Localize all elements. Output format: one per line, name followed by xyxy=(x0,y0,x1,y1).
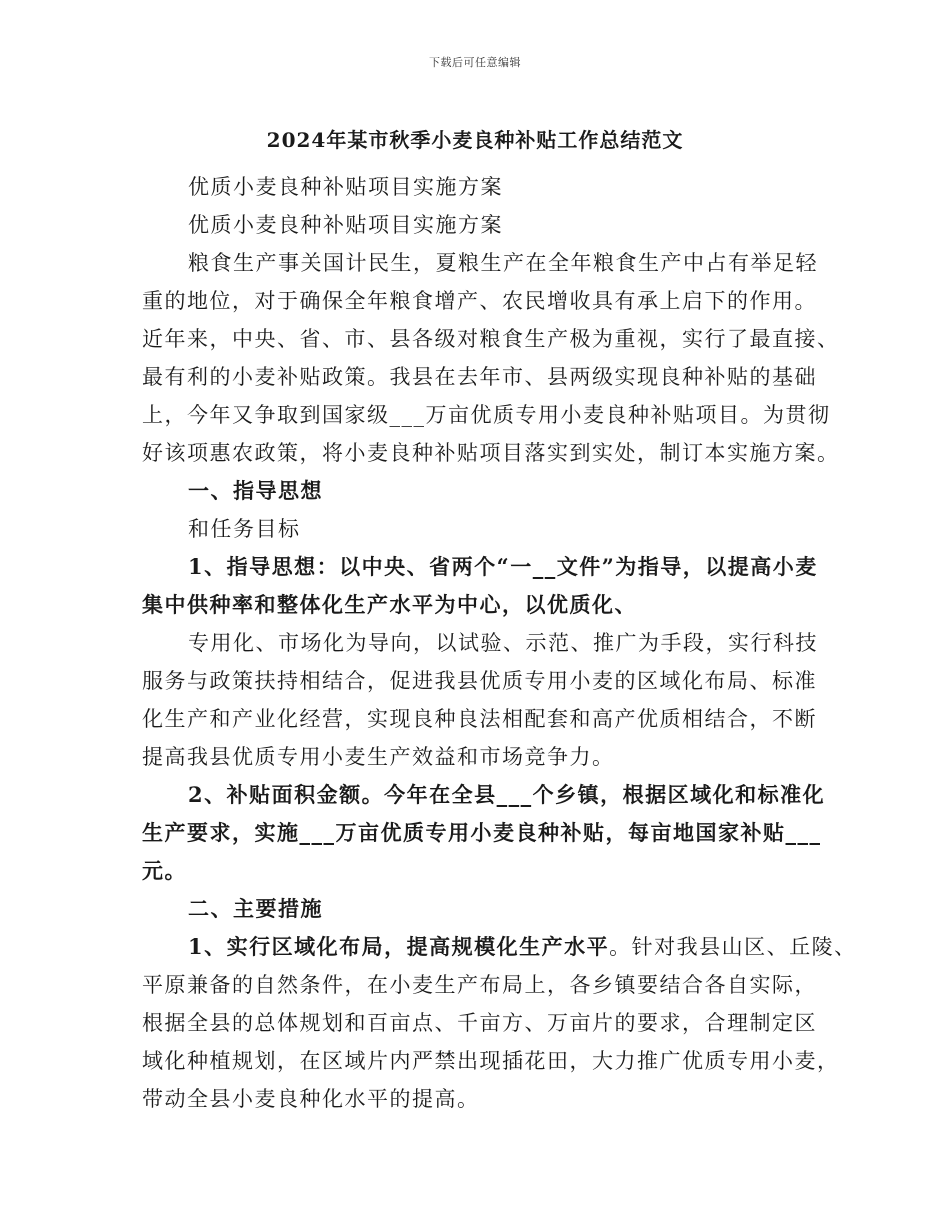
section-heading-guiding-ideology: 一、指导思想 xyxy=(188,478,323,503)
document-body xyxy=(142,168,857,1118)
measure-1-heading: 1、实行区域化布局，提高规模化生产水平 xyxy=(188,934,610,959)
measure-1-line xyxy=(142,928,857,966)
body-line: 最有利的小麦补贴政策。我县在去年市、县两级实现良种补贴的基础 xyxy=(142,365,817,389)
page-header-note: 下载后可任意编辑 xyxy=(429,56,521,69)
subheading-subsidy-amount-cont: 生产要求，实施___万亩优质专用小麦良种补贴，每亩地国家补贴___ xyxy=(142,820,822,845)
subheading-guiding-idea-cont: 集中供种率和整体化生产水平为中心，以优质化、 xyxy=(142,592,637,617)
body-line: 带动全县小麦良种化水平的提高。 xyxy=(142,1087,480,1111)
document-title: 2024年某市秋季小麦良种补贴工作总结范文 xyxy=(266,128,684,152)
body-line: 化生产和产业化经营，实现良种良法相配套和高产优质相结合，不断 xyxy=(142,707,817,731)
body-line: 平原兼备的自然条件，在小麦生产布局上，各乡镇要结合各自实际， xyxy=(142,973,817,997)
body-line: 域化种植规划，在区域片内严禁出现插花田，大力推广优质专用小麦， xyxy=(142,1049,840,1073)
subheading-subsidy-amount-end: 元。 xyxy=(142,858,187,883)
body-line: 提高我县优质专用小麦生产效益和市场竞争力。 xyxy=(142,745,615,769)
subheading-subsidy-amount: 2、补贴面积金额。今年在全县___个乡镇，根据区域化和标准化 xyxy=(188,782,826,807)
body-line: 优质小麦良种补贴项目实施方案 xyxy=(188,213,503,237)
body-line: 服务与政策扶持相结合，促进我县优质专用小麦的区域化布局、标准 xyxy=(142,669,817,693)
subheading-guiding-idea: 1、指导思想：以中央、省两个“一__文件”为指导，以提高小麦 xyxy=(188,554,818,579)
body-line: 粮食生产事关国计民生，夏粮生产在全年粮食生产中占有举足轻 xyxy=(188,251,818,275)
body-line: 优质小麦良种补贴项目实施方案 xyxy=(188,175,503,199)
body-line: 好该项惠农政策，将小麦良种补贴项目落实到实处，制订本实施方案。 xyxy=(142,441,840,465)
body-line: 近年来，中央、省、市、县各级对粮食生产极为重视，实行了最直接、 xyxy=(142,327,840,351)
body-line: 专用化、市场化为导向，以试验、示范、推广为手段，实行科技 xyxy=(188,631,818,655)
body-line: 和任务目标 xyxy=(188,517,301,541)
measure-1-text: 。针对我县山区、丘陵、 xyxy=(609,935,857,959)
body-line: 根据全县的总体规划和百亩点、千亩方、万亩片的要求，合理制定区 xyxy=(142,1011,817,1035)
body-line: 上，今年又争取到国家级___万亩优质专用小麦良种补贴项目。为贯彻 xyxy=(142,403,831,427)
section-heading-main-measures: 二、主要措施 xyxy=(188,896,323,921)
body-line: 重的地位，对于确保全年粮食增产、农民增收具有承上启下的作用。 xyxy=(142,289,817,313)
